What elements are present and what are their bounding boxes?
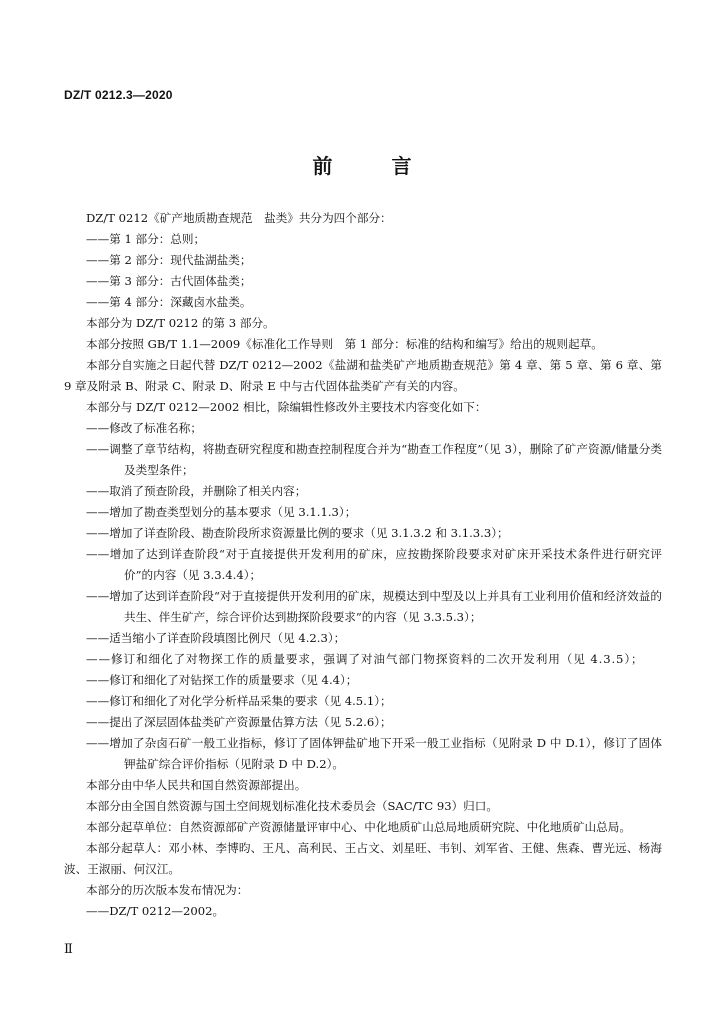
list-item: ——第 2 部分：现代盐湖盐类； <box>86 253 252 267</box>
list-item: ——取消了预查阶段，并删除了相关内容； <box>86 484 307 498</box>
list-item: ——调整了章节结构，将勘查研究程度和勘查控制程度合并为“勘查工作程度”（见 3），删除了矿产资源/储量分类及类型条件； <box>86 442 662 477</box>
paragraph: 本部分起草单位：自然资源部矿产资源储量评审中心、中化地质矿山总局地质研究院、中化地质矿山总局。 <box>86 820 631 834</box>
list-item: ——修订和细化了对化学分析样品采集的要求（见 4.5.1）； <box>86 694 392 708</box>
standard-code: DZ/T 0212.3—2020 <box>64 88 173 102</box>
paragraph: DZ/T 0212《矿产地质勘查规范 盐类》共分为四个部分： <box>86 211 392 225</box>
paragraph: 本部分自实施之日起代替 DZ/T 0212—2002《盐湖和盐类矿产地质勘查规范》第 4 章、第 5 章、第 6 章、第 9 章及附录 B、附录 C、附录 D、附录 E 中与古代固体盐类矿产有关的内容。 <box>64 358 662 393</box>
list-item: ——增加了杂卤石矿一般工业指标，修订了固体钾盐矿地下开采一般工业指标（见附录 D 中 D.1），修订了固体钾盐矿综合评价指标（见附录 D 中 D.2）。 <box>86 736 662 771</box>
list-item: ——DZ/T 0212—2002。 <box>86 904 225 918</box>
list-item: ——修改了标准名称； <box>86 421 202 435</box>
list-item: ——第 4 部分：深藏卤水盐类。 <box>86 295 252 309</box>
list-item: ——增加了达到详查阶段“对于直接提供开发利用的矿床，应按勘探阶段要求对矿床开采技术条件进行研究评价”的内容（见 3.3.4.4）； <box>86 547 662 582</box>
list-item: ——第 3 部分：古代固体盐类； <box>86 274 252 288</box>
list-item: ——增加了详查阶段、勘查阶段所求资源量比例的要求（见 3.1.3.2 和 3.1.3.3）； <box>86 526 509 540</box>
page-title: 前 言 <box>312 154 438 178</box>
list-item: ——修订和细化了对物探工作的质量要求，强调了对油气部门物探资料的二次开发利用（见 4.3.5）； <box>86 652 644 666</box>
paragraph: 本部分起草人：邓小林、李博昀、王凡、高利民、王占文、刘星旺、韦钊、刘军省、王健、焦森、曹光远、杨海波、王淑丽、何汉江。 <box>64 841 662 876</box>
list-item: ——第 1 部分：总则； <box>86 232 206 246</box>
list-item: ——提出了深层固体盐类矿产资源量估算方法（见 5.2.6）； <box>86 715 392 729</box>
page-number: Ⅱ <box>64 942 73 957</box>
paragraph: 本部分为 DZ/T 0212 的第 3 部分。 <box>86 316 275 330</box>
paragraph: 本部分与 DZ/T 0212—2002 相比，除编辑性修改外主要技术内容变化如下： <box>86 400 487 414</box>
paragraph: 本部分按照 GB/T 1.1—2009《标准化工作导则 第 1 部分：标准的结构和编写》给出的规则起草。 <box>86 337 603 351</box>
list-item: ——修订和细化了对钻探工作的质量要求（见 4.4）； <box>86 673 358 687</box>
list-item: ——增加了达到详查阶段“对于直接提供开发利用的矿床，规模达到中型及以上并具有工业利用价值和经济效益的共生、伴生矿产，综合评价达到勘探阶段要求”的内容（见 3.3.5.3）； <box>86 589 662 624</box>
paragraph: 本部分的历次版本发布情况为： <box>86 883 249 897</box>
paragraph: 本部分由全国自然资源与国土空间规划标准化技术委员会（SAC/TC 93）归口。 <box>86 799 498 813</box>
foreword-body <box>64 208 662 922</box>
list-item: ——适当缩小了详查阶段填图比例尺（见 4.2.3）； <box>86 631 346 645</box>
paragraph: 本部分由中华人民共和国自然资源部提出。 <box>86 778 307 792</box>
list-item: ——增加了勘查类型划分的基本要求（见 3.1.1.3）； <box>86 505 357 519</box>
